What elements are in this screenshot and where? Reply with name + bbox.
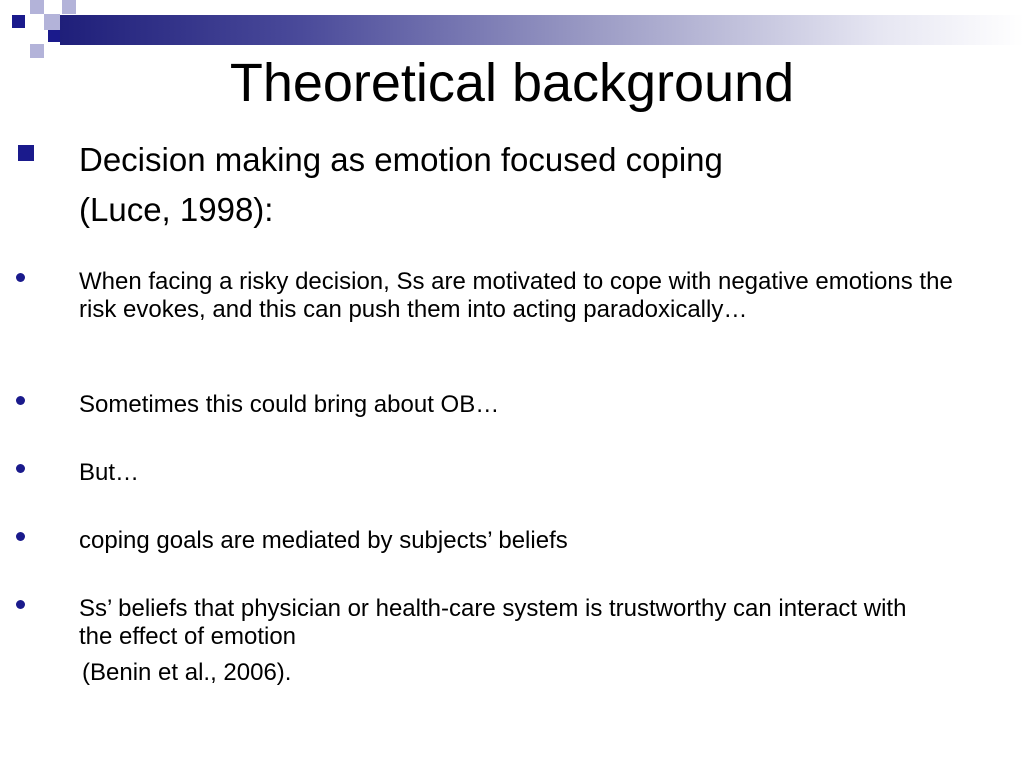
square-bullet-icon xyxy=(18,145,34,161)
slide-title: Theoretical background xyxy=(229,53,795,113)
main-bullet-citation: (Luce, 1998): xyxy=(79,191,274,228)
dot-bullet-icon xyxy=(16,600,25,609)
dot-bullet-icon xyxy=(16,532,25,541)
final-citation: (Benin et al., 2006). xyxy=(82,659,292,686)
dot-bullet-icon xyxy=(16,464,25,473)
header-gradient-band xyxy=(60,15,1024,45)
dot-bullet-icon xyxy=(16,273,25,282)
sub-bullet-3: But… xyxy=(79,459,140,486)
main-bullet-text: Decision making as emotion focused coping xyxy=(79,141,723,178)
dot-bullet-icon xyxy=(16,396,25,405)
sub-bullet-5: Ss’ beliefs that physician or health-care system is trustworthy can interact with the effect of emotion xyxy=(79,595,907,650)
sub-bullet-1: When facing a risky decision, Ss are motivated to cope with negative emotions the risk evokes, and this can push them into acting paradoxically… xyxy=(79,268,953,323)
sub-bullet-4: coping goals are mediated by subjects’ beliefs xyxy=(79,527,568,554)
sub-bullet-2: Sometimes this could bring about OB… xyxy=(79,391,500,418)
